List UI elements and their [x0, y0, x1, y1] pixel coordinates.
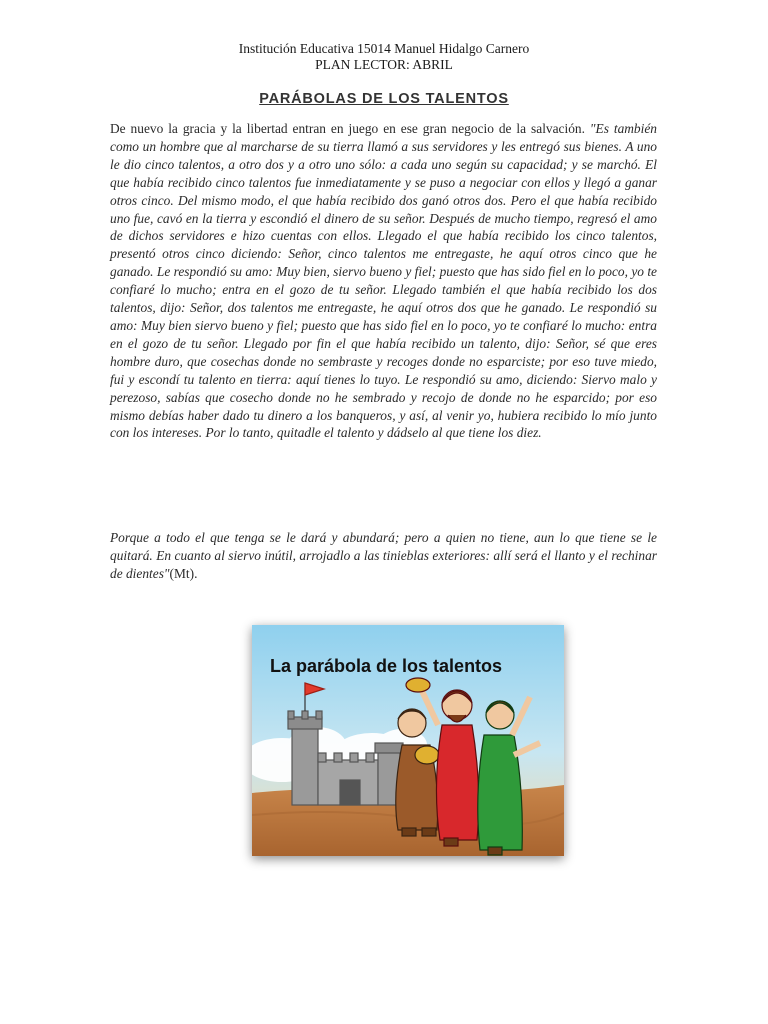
paragraph-conclusion [110, 529, 657, 583]
illustration-caption: La parábola de los talentos [270, 656, 503, 676]
document-header [0, 41, 768, 73]
parable-quote: "Es también como un hombre que al marcharse de su tierra llamó a sus servidores y les entregó sus bienes. A uno le dio cinco talentos, a otro dos y a otro uno sólo: a cada uno según su capacidad; y se marchó. El que había recibido cinco talentos fue inmediatamente y se puso a negociar con ellos y llegó a ganar otros cinco. Del mismo modo, el que había recibido dos ganó otros dos. Pero el que había recibido uno fue, cavó en la tierra y escondió el dinero de su señor. Después de mucho tiempo, regresó el amo de dichos servidores e hizo cuentas con ellos. Llegado el que había recibido los cinco talentos, presentó otros cinco diciendo: Señor, cinco talentos me entregaste, he aquí otros cinco que he ganado. Le respondió su amo: Muy bien, siervo bueno y fiel; puesto que has sido fiel en lo poco, yo te confiaré lo mucho; entra en el gozo de tu señor. Llegado también el que había recibido los dos talentos, dijo: Señor, dos talentos me entregaste, he aquí otros dos que he ganado. Le respondió su amo: Muy bien siervo bueno y fiel; puesto que has sido fiel en lo poco, yo te confiaré lo mucho: entra en el gozo de tu señor. Llegado por fin el que había recibido un talento, dijo: Señor, sé que eres hombre duro, que cosechas donde no sembraste y recoges donde no esparciste; por eso tuve miedo, fui y escondí tu talento en tierra: aquí tienes lo tuyo. Le respondió su amo, diciendo: Siervo malo y perezoso, sabías que cosecho donde no he sembrado y recojo de donde no he esparcido; por eso mismo debías haber dado tu dinero a los banqueros, y así, al venir yo, hubiera recibido lo mío junto con los intereses. Por lo tanto, quitadle el talento y dádselo al que tiene los diez. [110, 121, 657, 441]
paragraph-intro: De nuevo la gracia y la libertad entran en juego en ese gran negocio de la salvación. [110, 121, 590, 136]
conclusion-quote: Porque a todo el que tenga se le dará y abundará; pero a quien no tiene, aun lo que tiene se le quitará. En cuanto al siervo inútil, arrojadlo a las tinieblas exteriores: allí será el llanto y el rechinar de dientes" [110, 530, 657, 581]
institution-name: Institución Educativa 15014 Manuel Hidalgo Carnero [238, 41, 530, 56]
citation: (Mt). [169, 565, 198, 581]
page-title: PARÁBOLAS DE LOS TALENTOS [259, 91, 509, 107]
plan-lector-label: PLAN LECTOR: ABRIL [315, 57, 453, 72]
parable-illustration [252, 625, 564, 856]
paragraph-main [110, 120, 657, 442]
